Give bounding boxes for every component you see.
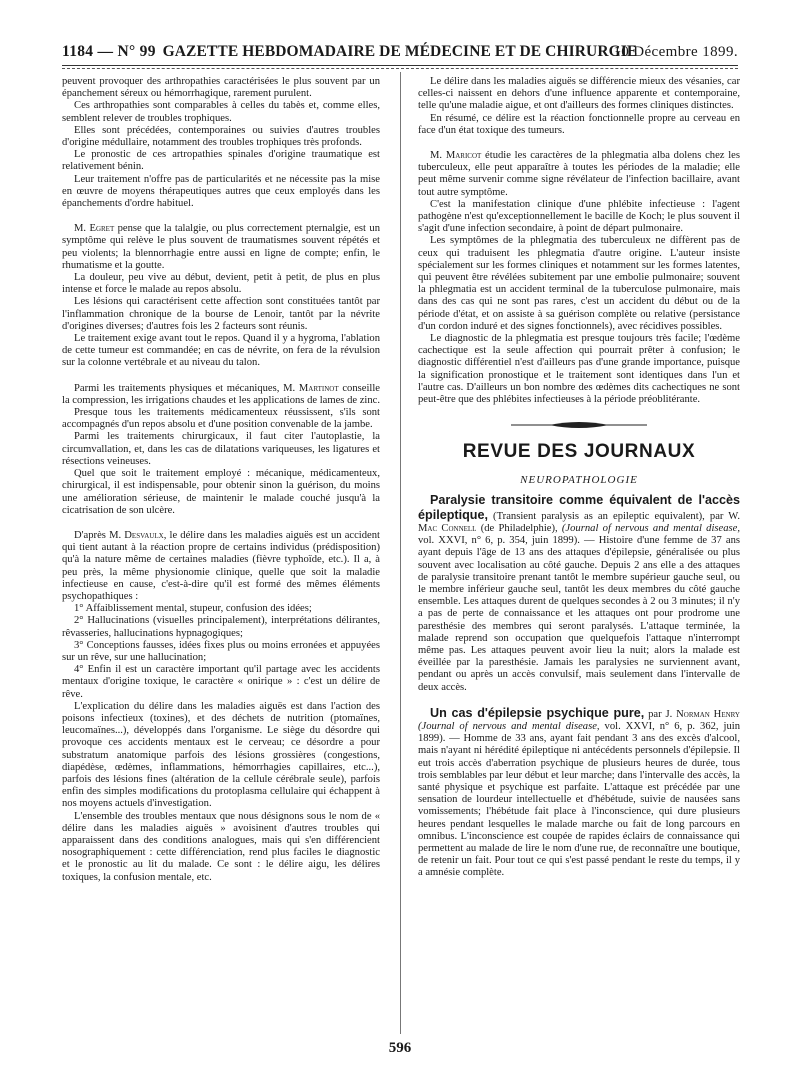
paragraph: Quel que soit le traitement employé : mécanique, médicamenteux, chirurgical, il est indispensable, pour obtenir sinon la guérison, du moins une amélioration sérieuse, de maintenir le malade couché jusqu'à la cicatrisation de son ulcère. [62,468,380,516]
spacer [62,517,380,530]
paragraph: Leur traitement n'offre pas de particularités et ne nécessite pas la mise en œuvre de moyens thérapeutiques autres que ceux employés dans les épanchements d'ordre habituel. [62,173,380,210]
article-body: — Histoire d'une femme de 37 ans ayant depuis l'âge de 13 ans des attaques d'épilepsie, généralisée ou plus souvent avec localisation au côté gauche. Depuis 2 ans elle a des attaques de paralysie transitoire prenant tantôt le membre supérieur gauche seul, ou le membre inférieur gauche seul, tantôt les deux membres du côté gauche ensemble. Les attaques durent de quelques secondes à 2 ou 3 minutes; il n'y a pas de perte de connaissance et les attaques ont pour prodrome une paresthésie des membres qui seront paralysés. L'attaque terminée, la malade reprend son occupation que quelquefois l'attaque n'interrompt même pas. Les attaques peuvent avoir lieu la nuit; alors la malade est éveillée par la paresthésie. Jamais les paralysies ne surviennent avant, pendant ou après un accès convulsif, mais seulement dans l'intervalle de deux accès. [418,535,740,693]
paragraph: Le délire dans les maladies aiguës se différencie mieux des vésanies, car celles-ci naissent en dehors d'une influence apparente et contemporaine, telle qu'une maladie aigue, et ont d'ailleurs des formes cliniques distinctes. [418,76,740,112]
paragraph: Les symptômes de la phlegmatia des tuberculeux ne diffèrent pas de ceux qui traduisent les phlegmatia d'autre origine. L'auteur insiste spécialement sur les formes cliniques et notamment sur les formes latentes, qui peuvent être révélées subitement par une embolie pulmonaire; souvent la phlegmatia est un accident terminal de la tuberculose pulmonaire, mais dans des cas qui ne sont pas rares, c'est un accident du début ou de la période d'état, et on assiste à sa guérison complète ou relative (persistance d'un cordon induré et des signes fonctionnels), avec récidives possibles. [418,235,740,332]
paragraph: En résumé, ce délire est la réaction fonctionnelle propre au cerveau en face d'un état toxique des tumeurs. [418,112,740,136]
column-divider [400,72,401,1034]
paragraph-text: D'après [74,529,110,541]
article-reference: (de Philadelphie), [476,522,562,534]
article-epilepsie [418,707,740,880]
paragraph: Parmi les traitements chirurgicaux, il faut citer l'autoplastie, la circumvallation, et, dans les cas de dilatations variqueuses, les ligatures et résections veineuses. [62,431,380,467]
issue-date: 10 Décembre 1899. [613,44,738,60]
paragraph: La douleur, peu vive au début, devient, petit à petit, de plus en plus intense et force le malade au repos absolu. [62,272,380,296]
paragraph: L'ensemble des troubles mentaux que nous désignons sous le nom de « délire dans les maladies aiguës » avoisinent d'autres troubles qui apparaissent dans des conditions analogues, mais qui s'en différencient nosographiquement : cette différenciation, rend plus faciles le diagnostic et le pronostic au lit du malade. Ce sont : le délire aigu, les délires toxiques, la confusion mentale, etc. [62,810,380,883]
list-item: 1° Affaiblissement mental, stupeur, confusion des idées; [74,603,312,615]
paragraph: Le diagnostic de la phlegmatia est presque toujours très facile; l'œdème cachectique est la seule affection qui pourrait prêter à confusion; le diagnostic différentiel n'est d'ailleurs pas d'une grande importance, puisque la signification pronostique et le traitement sont identiques dans l'un et l'autre cas. D'ailleurs un bon nombre des œdèmes dits cachectiques ne sont peut-être que des phlébites infectieuses à la période préoblitérante. [418,333,740,406]
subsection-title: NEUROPATHOLOGIE [520,474,638,487]
paragraph: Elles sont précédées, contemporaines ou suivies d'autres troubles d'origine médullaire, notamment des troubles trophiques très profonds. [62,124,380,149]
paragraph-text: étudie les caractères de la phlegmatia alba dolens chez les tuberculeux, elle peut apparaître à toutes les périodes de la maladie; elle peut même survenir comme signe révélateur de l'infection bacillaire, avant tout autre symptôme. [418,150,740,198]
paragraph: C'est la manifestation clinique d'une phlébite infectieuse : l'agent pathogène n'est qu'exceptionnellement le bacille de Koch; le plus souvent il s'agit d'une infection secondaire, à point de départ pulmonaire. [418,198,740,235]
left-column [62,76,380,1036]
paragraph: Presque tous les traitements médicamenteux réussissent, s'ils sont accompagnés d'un repos absolu et d'une position convenable de la jambe. [62,407,380,431]
author-name: M. Maricot [430,150,482,162]
paragraph-desvaux [62,530,380,603]
journal-title: GAZETTE HEBDOMADAIRE DE MÉDECINE ET DE CHIRURGIE [162,43,638,60]
paragraph-text: , le délire dans les maladies aiguës est un accident qui tient autant à la réaction propre de certains individus (prédisposition) qu'à la nature même de certaines maladies (fièvre typhoïde, etc.). Il a, à peu près, la même physionomie clinique, quelle que soit la maladie infectieuse en cause, c'est-à-dire qu'il est formé des mêmes éléments psychopathiques : [62,529,380,602]
article-journal: (Journal of nervous and mental disease, [561,522,740,534]
paragraph: peuvent provoquer des arthropathies caractérisées le plus souvent par un épanchement séreux ou hémorrhagique, rarement purulent. [62,76,380,100]
header-rule-dashed [62,68,738,69]
spacer [62,210,380,223]
paragraph-egret [62,223,380,272]
section-title: REVUE DES JOURNAUX [462,441,696,463]
paragraph: Les lésions qui caractérisent cette affection sont constituées tantôt par l'inflammation chronique de la bourse de Lenoir, tantôt par la névrite d'origines diverses; d'autres fois les 2 facteurs sont réunis. [62,296,380,332]
list-item: 3° Conceptions fausses, idées fixes plus ou moins erronées et appuyées sur un rêve, sur une hallucination; [62,639,380,663]
paragraph: L'explication du délire dans les maladies aiguës est dans l'action des poisons infectieux (toxines), et des déchets de nutrition (ptomaïnes, leucomaïnes...), développés dans l'organisme. Le siège du désordre qui provoque ces accidents mentaux est le cerveau; ce désordre a pour substratum anatomique parfois des lésions grossières (congestions, diapédèse, œdèmes, inflammations, hémorrhagies capillaires, etc...), parfois des lésions fines (altération de la cellule cérébrale seule), parfois enfin des simples modifications du protoplasma cellulaire qui échappent à nos moyens actuels d'investigation. [62,700,380,810]
list-item: 2° Hallucinations (visuelles principalement), interprétations délirantes, rêvasseries, hallucinations hypnagogiques; [62,615,380,639]
article-author: Mac Connell [418,522,477,534]
list-item: 4° Enfin il est un caractère important qu'il partage avec les accidents mentaux d'origine toxique, le caractère « onirique » : c'est un délire de rêve. [62,664,380,700]
author-name: M. Martinot [283,382,339,394]
page-folio: 596 [388,1040,412,1056]
article-reference: vol. XXVI, n° 6, p. 354, juin 1899). [418,535,580,547]
paragraph: Ces arthropathies sont comparables à celles du tabès et, comme elles, semblent relever de troubles trophiques. [62,100,380,124]
article-title: Paralysie transitoire comme équivalent de l'accès épileptique, [418,493,740,522]
article-reference: (Transient paralysis as an epileptic equivalent), par W. [487,510,740,522]
paragraph-maricot [418,150,740,199]
article-reference: vol. XXVI, n° 6, p. 362, juin 1899). [418,720,740,745]
paragraph-martinot [62,383,380,407]
article-journal: (Journal of nervous and mental disease, [418,720,600,732]
paragraph-text: pense que la talalgie, ou plus correctement pternalgie, est un symptôme qui relève le plus souvent de traumatismes souvent répétés et peu violents; la blennorrhagie entre aussi en ligne de compte; enfin, le rhumatisme et la goutte. [62,223,380,271]
author-name: M. Desvaulx [109,529,164,541]
paragraph: Le pronostic de ces artropathies spinales d'origine traumatique est relativement bénin. [62,149,380,173]
section-ornament-icon [509,420,649,430]
page-issue-number: 1184 — N° 99 [62,43,156,60]
running-header [62,40,738,64]
spacer [418,137,740,150]
paragraph-text: conseille la compression, les irrigations chaudes et les applications de lames de zinc. [62,382,380,406]
spacer [62,370,380,383]
header-rule [62,65,738,66]
right-column [418,76,740,1036]
article-paralysie [418,494,740,693]
article-title: Un cas d'épilepsie psychique pure, [430,705,645,720]
article-reference: par J. [644,708,677,720]
article-author: Norman Henry [676,708,740,720]
paragraph-text: Parmi les traitements physiques et mécaniques, [74,382,284,394]
article-body: — Homme de 33 ans, ayant fait pendant 3 ans des excès d'alcool, mais n'ayant ni hérédité épileptique ni antécédents personnels d'épilepsie. Il eut trois accès d'aberration psychique de plusieurs heures de durée, tous trois semblables par leur début et leur marche; dans l'intervalle des accès, la santé physique et psychique est parfaite. L'attaque est précédée par une sensation de lourdeur intellectuelle et d'hébétude, suivie de nausées sans vomissements; l'hébétude fait place à l'inconscience, qui dure plusieurs heures pendant lesquelles le malade marche ou fait de long parcours en omnibus. L'inconscience est coupée de rapides éclairs de connaissance qui permettent au malade de lire le nom d'une rue, de reconnaître une boutique, de retenir un fait. Pour tout ce qui s'est passé pendant le reste du temps, il y a amnésie complète. [418,733,740,879]
paragraph: Le traitement exige avant tout le repos. Quand il y a hygroma, l'ablation de cette tumeur est commandée; en cas de névrite, on fera de la révulsion sur la colonne vertébrale et au niveau du talon. [62,333,380,369]
author-name: M. Egret [74,223,115,235]
